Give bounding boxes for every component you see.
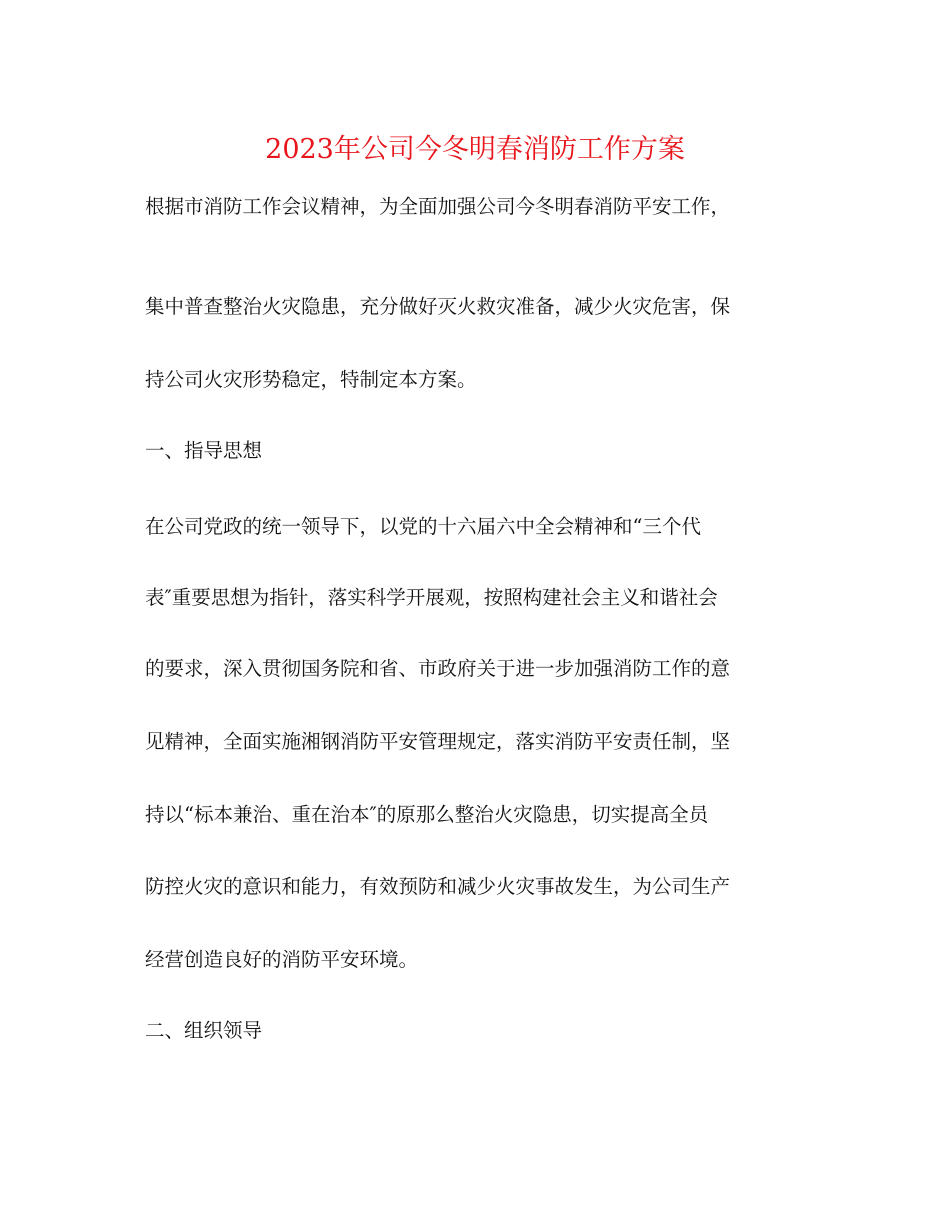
- document-title: 2023年公司今冬明春消防工作方案: [265, 134, 685, 165]
- paragraph-line: 在公司党政的统一领导下，以党的十六届六中全会精神和“三个代: [145, 515, 701, 538]
- section-heading: 二、组织领导: [145, 1019, 263, 1042]
- section-heading: 一、指导思想: [145, 439, 263, 462]
- paragraph-line: 表″重要思想为指针，落实科学开展观，按照构建社会主义和谐社会: [145, 586, 718, 609]
- paragraph-line: 防控火灾的意识和能力，有效预防和减少火灾事故发生，为公司生产: [145, 875, 731, 898]
- paragraph-line: 根据市消防工作会议精神，为全面加强公司今冬明春消防平安工作，: [145, 195, 731, 218]
- paragraph-line: 经营创造良好的消防平安环境。: [145, 948, 419, 971]
- paragraph-line: 集中普查整治火灾隐患，充分做好灭火救灾准备，减少火灾危害，保: [145, 295, 731, 318]
- paragraph-line: 的要求，深入贯彻国务院和省、市政府关于进一步加强消防工作的意: [145, 657, 731, 680]
- paragraph-line: 见精神，全面实施湘钢消防平安管理规定，落实消防平安责任制，坚: [145, 730, 731, 753]
- paragraph-line: 持公司火灾形势稳定，特制定本方案。: [145, 368, 477, 391]
- paragraph-line: 持以“标本兼治、重在治本″的原那么整治火灾隐患，切实提高全员: [145, 803, 709, 826]
